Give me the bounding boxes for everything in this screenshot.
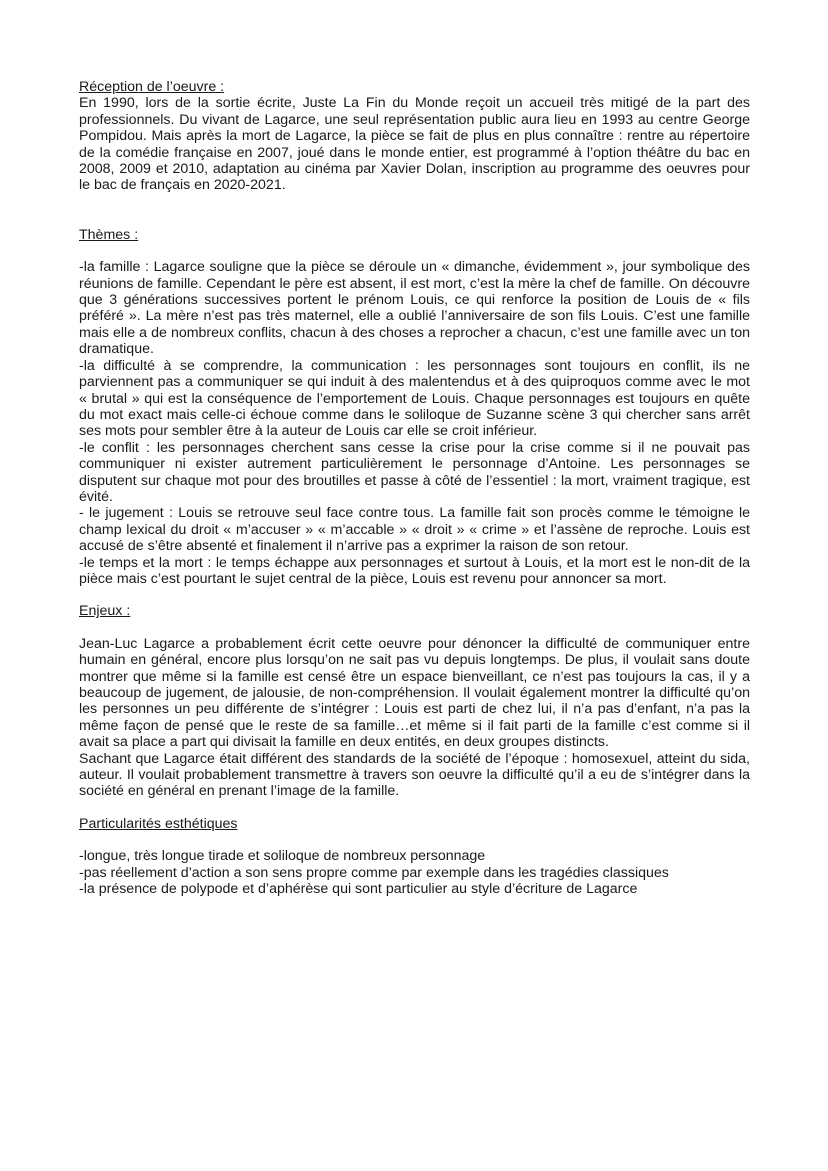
particularite-item: -pas réellement d’action a son sens propre comme par exemple dans les tragédies classiques [79,864,669,881]
particularite-item: -longue, très longue tirade et soliloque de nombreux personnage [79,848,486,865]
enjeux-heading: Enjeux : [79,603,131,620]
theme-conflit: -le conflit : les personnages cherchent sans cesse la crise pour la crise comme si il ne pouvait pas communiquer ni exister autrement particulièrement le personnage d’Antoine. Les personnages se disputent sur chaque mot pour des broutilles et passe à côté de l’essentiel : la mort, vraiment tragique, est évité. [79,439,750,505]
enjeux-paragraph-2: Sachant que Lagarce était différent des standards de la société de l’époque : homosexuel, atteint du sida, auteur. Il voulait probablement transmettre à travers son oeuvre la difficulté qu’il a eu de s’intégrer dans la société en général en prenant l’image de la famille. [79,750,750,800]
theme-temps-mort: -le temps et la mort : le temps échappe aux personnages et surtout à Louis, et la mort est le non-dit de la pièce mais c’est pourtant le sujet central de la pièce, Louis est revenu pour annoncer sa mort. [79,554,750,587]
theme-jugement: - le jugement : Louis se retrouve seul face contre tous. La famille fait son procès comme le témoigne le champ lexical du droit « m’accuser » « m’accable » « droit » « crime » et l’assène de reproche. Louis est accusé de s’être absenté et finalement il n’arrive pas a exprimer la raison de son retour. [79,505,750,555]
particularites-heading: Particularités esthétiques [79,815,238,832]
theme-communication: -la difficulté à se comprendre, la communication : les personnages sont toujours en conflit, ils ne parviennent pas a communiquer se qui induit à des malentendus et à des quiproquos comme avec le mot « brutal » qui est la conséquence de l’emportement de Louis. Chaque personnages est toujours en quête du mot exact mais celle-ci échoue comme dans le soliloque de Suzanne scène 3 qui chercher sans arrêt ses mots pour sembler être à la auteur de Louis car elle se croit inférieur. [79,357,750,440]
reception-paragraph: En 1990, lors de la sortie écrite, Juste La Fin du Monde reçoit un accueil très mitigé de la part des professionnels. Du vivant de Lagarce, une seul représentation public aura lieu en 1993 au centre George Pompidou. Mais après la mort de Lagarce, la pièce se fait de plus en plus connaître : rentre au répertoire de la comédie française en 2007, joué dans le monde entier, est programmé à l’option théâtre du bac en 2008, 2009 et 2010, adaptation au cinéma par Xavier Dolan, inscription au programme des oeuvres pour le bac de français en 2020-2021. [79,95,750,194]
enjeux-paragraph-1: Jean-Luc Lagarce a probablement écrit cette oeuvre pour dénoncer la difficulté de communiquer entre humain en général, encore plus lorsqu’on ne sait pas vu depuis longtemps. De plus, il voulait sans doute montrer que même si la famille est censé être un espace bienveillant, ce n’est pas toujours la cas, il y a beaucoup de jugement, de jalousie, de non-compréhension. Il voulait également montrer la difficulté qu’on les personnes un peu différente de s’intégrer : Louis est parti de chez lui, il n’a pas d’enfant, n’a pas la même façon de pensé que le reste de sa famille…et même si il fait parti de la famille c’est comme si il avait sa place a part qui divisait la famille en deux entités, en deux groupes distincts. [79,635,750,751]
themes-heading: Thèmes : [79,226,139,243]
reception-heading: Réception de l’oeuvre : [79,79,225,95]
theme-famille: -la famille : Lagarce souligne que la pièce se déroule un « dimanche, évidemment », jour symbolique des réunions de famille. Cependant le père est absent, il est mort, c’est la mère la chef de famille. On découvre que 3 générations successives portent le prénom Louis, ce qui renforce la position de Louis de « fils préféré ». La mère n’est pas très maternel, elle a oublié l’anniversaire de son fils Louis. C’est une famille mais elle a de nombreux conflits, chacun à des choses a reprocher a chacun, c’est une famille avec un ton dramatique. [79,259,750,358]
particularite-item: -la présence de polypode et d’aphérèse qui sont particulier au style d’écriture de Lagarce [79,881,638,898]
document-page [79,79,750,897]
